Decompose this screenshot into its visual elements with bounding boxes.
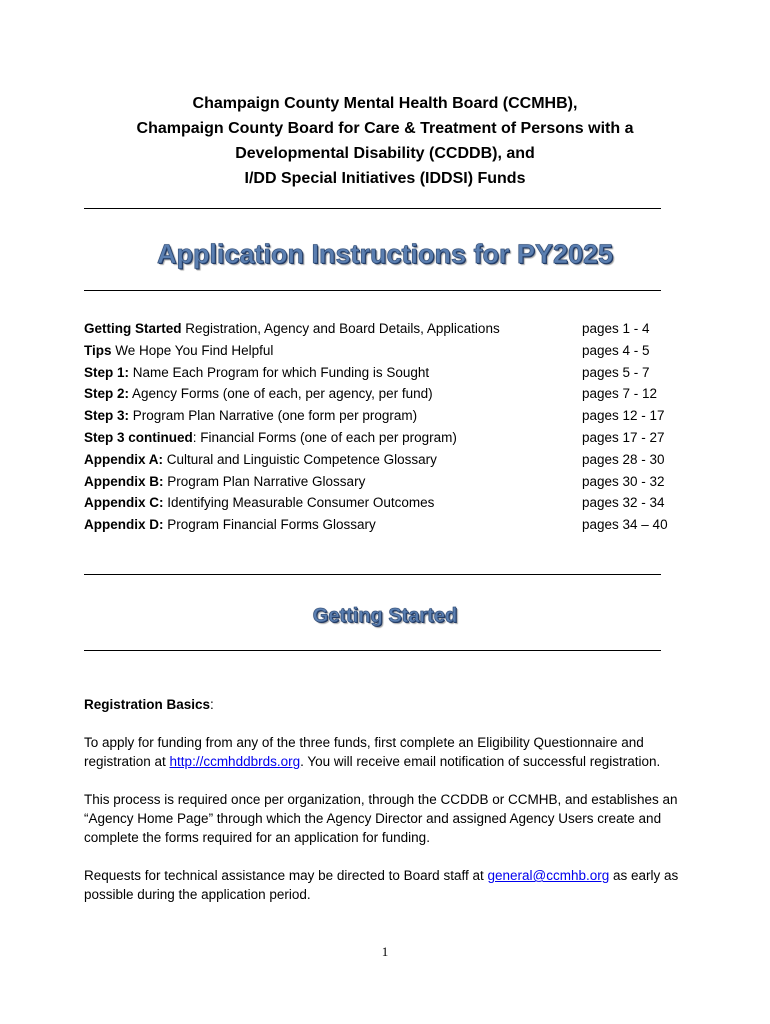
- toc-row-tips: [84, 340, 674, 362]
- toc-text: Cultural and Linguistic Competence Glossary: [163, 451, 437, 467]
- registration-paragraph-1: [84, 733, 696, 771]
- toc-text: Program Plan Narrative (one form per program): [129, 408, 418, 424]
- toc-pages: pages 5 - 7: [582, 364, 650, 380]
- toc-pages: pages 17 - 27: [582, 429, 665, 445]
- divider: [84, 208, 661, 209]
- page-number: 1: [381, 944, 389, 959]
- toc-label: Appendix C:: [84, 495, 164, 511]
- toc-pages: pages 32 - 34: [582, 495, 665, 511]
- toc-text: Agency Forms (one of each, per agency, per fund): [129, 386, 433, 402]
- toc-text: Registration, Agency and Board Details, Applications: [181, 321, 500, 336]
- paragraph-text: To apply for funding from any of the three funds, first complete an Eligibility Questionnaire and registration at: [84, 735, 644, 769]
- toc-label: Step 2:: [84, 386, 130, 402]
- header-line-3: Developmental Disability (CCDDB), and: [235, 145, 535, 162]
- registration-heading: [84, 695, 696, 714]
- table-of-contents: [84, 318, 674, 536]
- divider: [84, 290, 661, 291]
- toc-row-appendix-b: [84, 471, 674, 493]
- toc-text: We Hope You Find Helpful: [111, 342, 274, 358]
- toc-label: Getting Started: [84, 321, 182, 336]
- toc-row-step-3-continued: [84, 427, 674, 449]
- registration-paragraph-2: [84, 790, 696, 847]
- toc-pages: pages 34 – 40: [582, 517, 668, 533]
- toc-label: Tips: [84, 342, 112, 358]
- document-header: [70, 91, 700, 191]
- paragraph-text: . You will receive email notification of successful registration.: [300, 754, 661, 769]
- board-staff-email-link[interactable]: general@ccmhb.org: [487, 868, 610, 883]
- paragraph-text: as early as possible during the application period.: [84, 868, 679, 902]
- page-title: Application Instructions for PY2025: [156, 239, 614, 269]
- header-line-1: Champaign County Mental Health Board (CCMHB),: [192, 95, 578, 112]
- toc-pages: pages 4 - 5: [582, 342, 650, 358]
- toc-text: Name Each Program for which Funding is Sought: [129, 364, 430, 380]
- toc-text: Program Financial Forms Glossary: [163, 517, 376, 533]
- paragraph-text: This process is required once per organization, through the CCDDB or CCMHB, and establishes an “Agency Home Page” through which the Agency Director and assigned Agency Users create and complete the forms required for an application for funding.: [84, 792, 678, 845]
- toc-label: Appendix B:: [84, 473, 164, 489]
- header-line-4: I/DD Special Initiatives (IDDSI) Funds: [244, 170, 526, 187]
- registration-heading-text: Registration Basics: [84, 697, 211, 712]
- toc-row-step-3: [84, 405, 674, 427]
- toc-pages: pages 7 - 12: [582, 386, 658, 402]
- toc-label: Appendix D:: [84, 517, 164, 533]
- section-title: Getting Started: [312, 605, 458, 627]
- toc-text: Identifying Measurable Consumer Outcomes: [163, 495, 435, 511]
- header-line-2: Champaign County Board for Care & Treatment of Persons with a: [136, 120, 634, 137]
- toc-text: Program Plan Narrative Glossary: [163, 473, 366, 489]
- toc-label: Step 3:: [84, 408, 130, 424]
- registration-site-link[interactable]: http://ccmhddbrds.org: [169, 754, 301, 769]
- toc-row-step-2: [84, 383, 674, 405]
- toc-label: Appendix A:: [84, 451, 163, 467]
- toc-row-appendix-c: [84, 492, 674, 514]
- toc-pages: pages 28 - 30: [582, 451, 665, 467]
- toc-row-step-1: [84, 362, 674, 384]
- toc-label: Step 1:: [84, 364, 130, 380]
- toc-text: : Financial Forms (one of each per program): [192, 429, 457, 445]
- registration-paragraph-3: [84, 866, 696, 904]
- toc-row-getting-started: [84, 318, 674, 340]
- toc-row-appendix-a: [84, 449, 674, 471]
- registration-heading-colon: :: [210, 697, 214, 712]
- toc-row-appendix-d: [84, 514, 674, 536]
- toc-pages: pages 12 - 17: [582, 408, 665, 424]
- paragraph-text: Requests for technical assistance may be directed to Board staff at: [84, 868, 488, 883]
- toc-pages: pages 30 - 32: [582, 473, 665, 489]
- divider: [84, 650, 661, 651]
- toc-pages: pages 1 - 4: [582, 321, 650, 336]
- divider: [84, 574, 661, 575]
- toc-label: Step 3 continued: [84, 429, 193, 445]
